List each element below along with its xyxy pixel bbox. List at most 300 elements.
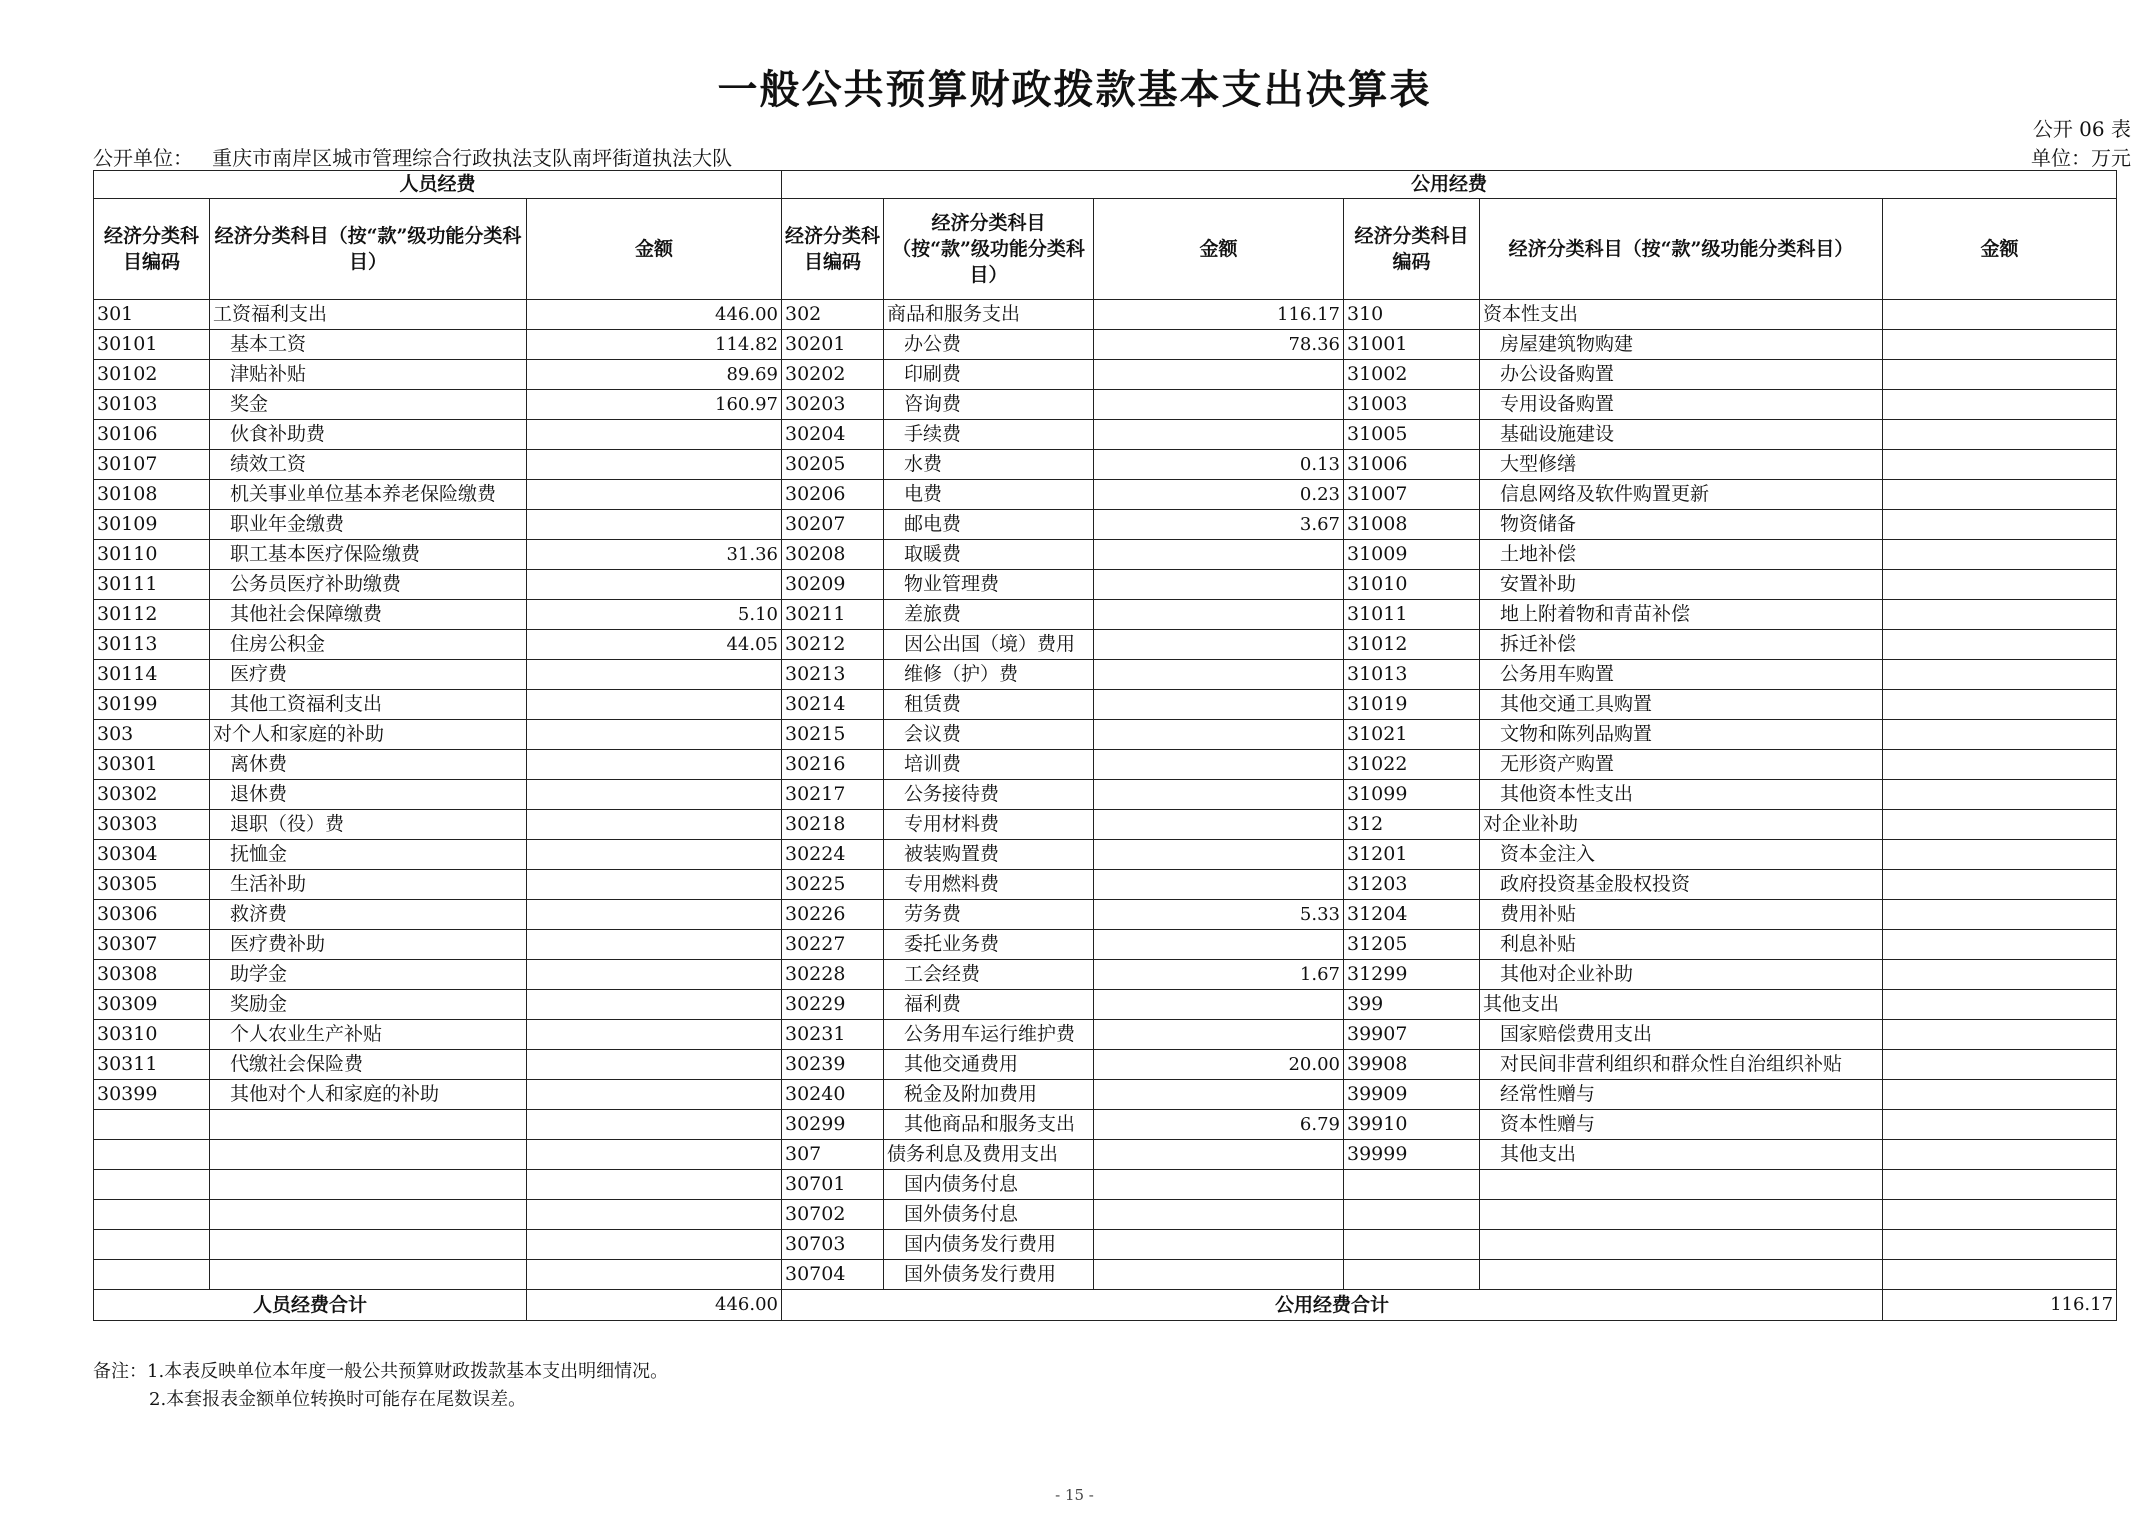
cell-public-amount: 78.36 bbox=[1094, 330, 1344, 360]
cell-public-amount: 0.23 bbox=[1094, 480, 1344, 510]
cell-personnel-name: 奖励金 bbox=[210, 990, 527, 1020]
cell-capital-amount bbox=[1883, 1110, 2117, 1140]
cell-personnel-name bbox=[210, 1170, 527, 1200]
reporting-unit-name: 重庆市南岸区城市管理综合行政执法支队南坪街道执法大队 bbox=[212, 146, 733, 170]
cell-public-amount: 5.33 bbox=[1094, 900, 1344, 930]
table-row bbox=[94, 870, 2117, 900]
cell-public-name: 差旅费 bbox=[884, 600, 1094, 630]
cell-capital-code: 39999 bbox=[1344, 1140, 1480, 1170]
cell-personnel-amount bbox=[527, 960, 782, 990]
cell-public-name: 培训费 bbox=[884, 750, 1094, 780]
cell-capital-code: 31002 bbox=[1344, 360, 1480, 390]
cell-public-code: 30701 bbox=[782, 1170, 884, 1200]
cell-personnel-name bbox=[210, 1110, 527, 1140]
cell-public-amount bbox=[1094, 930, 1344, 960]
cell-capital-name: 办公设备购置 bbox=[1480, 360, 1883, 390]
cell-public-name: 国外债务付息 bbox=[884, 1200, 1094, 1230]
cell-public-amount bbox=[1094, 1020, 1344, 1050]
totals-row bbox=[94, 1290, 2117, 1321]
cell-personnel-name bbox=[210, 1260, 527, 1290]
cell-capital-name: 无形资产购置 bbox=[1480, 750, 1883, 780]
cell-personnel-code: 30111 bbox=[94, 570, 210, 600]
cell-capital-code: 31022 bbox=[1344, 750, 1480, 780]
cell-capital-amount bbox=[1883, 870, 2117, 900]
cell-personnel-name: 伙食补助费 bbox=[210, 420, 527, 450]
cell-personnel-code: 30301 bbox=[94, 750, 210, 780]
cell-public-code: 302 bbox=[782, 300, 884, 330]
cell-public-code: 30214 bbox=[782, 690, 884, 720]
cell-public-amount bbox=[1094, 630, 1344, 660]
cell-capital-name: 资本性赠与 bbox=[1480, 1110, 1883, 1140]
cell-personnel-name: 津贴补贴 bbox=[210, 360, 527, 390]
cell-public-code: 30212 bbox=[782, 630, 884, 660]
cell-personnel-amount: 160.97 bbox=[527, 390, 782, 420]
cell-capital-code: 31008 bbox=[1344, 510, 1480, 540]
cell-personnel-name: 医疗费 bbox=[210, 660, 527, 690]
cell-public-amount bbox=[1094, 660, 1344, 690]
note-1: 备注：1.本表反映单位本年度一般公共预算财政拨款基本支出明细情况。 bbox=[93, 1361, 669, 1382]
currency-unit: 单位：万元 bbox=[2031, 146, 2131, 170]
cell-capital-code: 31006 bbox=[1344, 450, 1480, 480]
cell-personnel-amount bbox=[527, 510, 782, 540]
cell-public-name: 会议费 bbox=[884, 720, 1094, 750]
cell-capital-name bbox=[1480, 1170, 1883, 1200]
table-row bbox=[94, 570, 2117, 600]
header-personnel-name: 经济分类科目（按“款”级功能分类科目） bbox=[210, 199, 527, 300]
cell-public-name: 水费 bbox=[884, 450, 1094, 480]
cell-public-amount bbox=[1094, 990, 1344, 1020]
table-row bbox=[94, 840, 2117, 870]
cell-personnel-amount bbox=[527, 750, 782, 780]
cell-personnel-name: 医疗费补助 bbox=[210, 930, 527, 960]
cell-capital-amount bbox=[1883, 330, 2117, 360]
cell-public-amount: 3.67 bbox=[1094, 510, 1344, 540]
cell-personnel-amount bbox=[527, 870, 782, 900]
cell-capital-code: 39910 bbox=[1344, 1110, 1480, 1140]
cell-personnel-amount bbox=[527, 810, 782, 840]
cell-capital-name: 安置补助 bbox=[1480, 570, 1883, 600]
cell-capital-code: 39909 bbox=[1344, 1080, 1480, 1110]
cell-public-code: 30231 bbox=[782, 1020, 884, 1050]
cell-capital-amount bbox=[1883, 570, 2117, 600]
header-capital-amount: 金额 bbox=[1883, 199, 2117, 300]
cell-capital-code: 31299 bbox=[1344, 960, 1480, 990]
table-row bbox=[94, 690, 2117, 720]
cell-public-code: 30229 bbox=[782, 990, 884, 1020]
cell-public-name: 债务利息及费用支出 bbox=[884, 1140, 1094, 1170]
cell-personnel-code: 30309 bbox=[94, 990, 210, 1020]
cell-personnel-amount: 44.05 bbox=[527, 630, 782, 660]
cell-capital-code: 31010 bbox=[1344, 570, 1480, 600]
cell-public-amount bbox=[1094, 570, 1344, 600]
cell-personnel-amount bbox=[527, 930, 782, 960]
cell-public-amount: 1.67 bbox=[1094, 960, 1344, 990]
cell-public-name: 专用材料费 bbox=[884, 810, 1094, 840]
header-personnel-amount: 金额 bbox=[527, 199, 782, 300]
cell-capital-amount bbox=[1883, 420, 2117, 450]
cell-personnel-amount bbox=[527, 1080, 782, 1110]
cell-personnel-code bbox=[94, 1200, 210, 1230]
table-row bbox=[94, 600, 2117, 630]
cell-personnel-amount bbox=[527, 1170, 782, 1200]
cell-capital-name: 利息补贴 bbox=[1480, 930, 1883, 960]
cell-personnel-code: 30114 bbox=[94, 660, 210, 690]
cell-capital-code: 31019 bbox=[1344, 690, 1480, 720]
cell-personnel-amount bbox=[527, 480, 782, 510]
cell-public-code: 30218 bbox=[782, 810, 884, 840]
notes bbox=[93, 1358, 668, 1414]
cell-personnel-code: 30305 bbox=[94, 870, 210, 900]
cell-public-code: 30703 bbox=[782, 1230, 884, 1260]
cell-personnel-code: 30110 bbox=[94, 540, 210, 570]
cell-personnel-code bbox=[94, 1170, 210, 1200]
cell-capital-code: 31012 bbox=[1344, 630, 1480, 660]
cell-public-code: 30202 bbox=[782, 360, 884, 390]
cell-personnel-code: 30108 bbox=[94, 480, 210, 510]
cell-public-name: 手续费 bbox=[884, 420, 1094, 450]
cell-capital-name: 经常性赠与 bbox=[1480, 1080, 1883, 1110]
cell-public-amount bbox=[1094, 1200, 1344, 1230]
cell-public-code: 30211 bbox=[782, 600, 884, 630]
cell-personnel-amount bbox=[527, 900, 782, 930]
cell-public-code: 30240 bbox=[782, 1080, 884, 1110]
cell-public-name: 物业管理费 bbox=[884, 570, 1094, 600]
table-row bbox=[94, 450, 2117, 480]
cell-public-name: 国外债务发行费用 bbox=[884, 1260, 1094, 1290]
cell-personnel-name: 职业年金缴费 bbox=[210, 510, 527, 540]
page-title: 一般公共预算财政拨款基本支出决算表 bbox=[717, 67, 1432, 113]
table-row bbox=[94, 930, 2117, 960]
cell-public-name: 工会经费 bbox=[884, 960, 1094, 990]
note-2: 2.本套报表金额单位转换时可能存在尾数误差。 bbox=[149, 1389, 527, 1410]
cell-public-name: 被装购置费 bbox=[884, 840, 1094, 870]
cell-capital-name: 费用补贴 bbox=[1480, 900, 1883, 930]
cell-personnel-name bbox=[210, 1140, 527, 1170]
cell-personnel-code: 301 bbox=[94, 300, 210, 330]
cell-personnel-name: 绩效工资 bbox=[210, 450, 527, 480]
cell-public-code: 30217 bbox=[782, 780, 884, 810]
cell-personnel-amount: 114.82 bbox=[527, 330, 782, 360]
cell-personnel-amount bbox=[527, 780, 782, 810]
cell-capital-amount bbox=[1883, 1020, 2117, 1050]
cell-capital-amount bbox=[1883, 1200, 2117, 1230]
cell-personnel-name: 公务员医疗补助缴费 bbox=[210, 570, 527, 600]
cell-capital-name: 其他交通工具购置 bbox=[1480, 690, 1883, 720]
cell-public-code: 30213 bbox=[782, 660, 884, 690]
cell-public-code: 30702 bbox=[782, 1200, 884, 1230]
cell-public-code: 30225 bbox=[782, 870, 884, 900]
cell-capital-name: 其他支出 bbox=[1480, 1140, 1883, 1170]
cell-capital-code: 31204 bbox=[1344, 900, 1480, 930]
table-row bbox=[94, 540, 2117, 570]
cell-capital-code: 31021 bbox=[1344, 720, 1480, 750]
table-row bbox=[94, 1140, 2117, 1170]
table-row bbox=[94, 1260, 2117, 1290]
cell-capital-name: 其他资本性支出 bbox=[1480, 780, 1883, 810]
cell-personnel-name: 离休费 bbox=[210, 750, 527, 780]
cell-public-name: 国内债务付息 bbox=[884, 1170, 1094, 1200]
cell-personnel-code: 30107 bbox=[94, 450, 210, 480]
cell-personnel-code: 30307 bbox=[94, 930, 210, 960]
cell-personnel-code bbox=[94, 1110, 210, 1140]
cell-capital-amount bbox=[1883, 960, 2117, 990]
cell-personnel-code: 30310 bbox=[94, 1020, 210, 1050]
cell-public-name: 租赁费 bbox=[884, 690, 1094, 720]
cell-capital-code: 31203 bbox=[1344, 870, 1480, 900]
cell-capital-amount bbox=[1883, 540, 2117, 570]
cell-public-amount bbox=[1094, 1230, 1344, 1260]
table-row bbox=[94, 630, 2117, 660]
cell-public-amount bbox=[1094, 840, 1344, 870]
cell-public-name: 委托业务费 bbox=[884, 930, 1094, 960]
cell-personnel-amount bbox=[527, 450, 782, 480]
cell-public-code: 30203 bbox=[782, 390, 884, 420]
cell-capital-amount bbox=[1883, 1170, 2117, 1200]
cell-capital-name: 大型修缮 bbox=[1480, 450, 1883, 480]
cell-capital-name: 房屋建筑物购建 bbox=[1480, 330, 1883, 360]
cell-capital-code: 39908 bbox=[1344, 1050, 1480, 1080]
reporting-unit bbox=[93, 142, 732, 171]
cell-capital-name: 信息网络及软件购置更新 bbox=[1480, 480, 1883, 510]
cell-personnel-code: 30399 bbox=[94, 1080, 210, 1110]
cell-public-name: 办公费 bbox=[884, 330, 1094, 360]
table-row bbox=[94, 720, 2117, 750]
cell-personnel-code: 30103 bbox=[94, 390, 210, 420]
cell-public-code: 30239 bbox=[782, 1050, 884, 1080]
cell-public-name: 劳务费 bbox=[884, 900, 1094, 930]
table-row bbox=[94, 1170, 2117, 1200]
cell-personnel-amount bbox=[527, 570, 782, 600]
cell-public-name: 商品和服务支出 bbox=[884, 300, 1094, 330]
cell-capital-amount bbox=[1883, 990, 2117, 1020]
cell-capital-amount bbox=[1883, 1230, 2117, 1260]
cell-personnel-code: 30101 bbox=[94, 330, 210, 360]
table-row bbox=[94, 390, 2117, 420]
public-total-amount: 116.17 bbox=[1883, 1290, 2117, 1321]
cell-public-amount bbox=[1094, 360, 1344, 390]
header-public-name: 经济分类科目（按“款”级功能分类科目） bbox=[884, 199, 1094, 300]
cell-personnel-name: 其他社会保障缴费 bbox=[210, 600, 527, 630]
cell-personnel-amount bbox=[527, 1050, 782, 1080]
cell-personnel-name: 其他工资福利支出 bbox=[210, 690, 527, 720]
cell-personnel-name: 机关事业单位基本养老保险缴费 bbox=[210, 480, 527, 510]
cell-personnel-name: 奖金 bbox=[210, 390, 527, 420]
header-capital-name: 经济分类科目（按“款”级功能分类科目） bbox=[1480, 199, 1883, 300]
table-row bbox=[94, 810, 2117, 840]
cell-personnel-amount bbox=[527, 1260, 782, 1290]
cell-personnel-name: 救济费 bbox=[210, 900, 527, 930]
cell-capital-amount bbox=[1883, 600, 2117, 630]
cell-public-amount bbox=[1094, 600, 1344, 630]
cell-capital-code: 31009 bbox=[1344, 540, 1480, 570]
cell-public-name: 其他商品和服务支出 bbox=[884, 1110, 1094, 1140]
cell-personnel-code: 30302 bbox=[94, 780, 210, 810]
cell-capital-code: 31011 bbox=[1344, 600, 1480, 630]
cell-public-amount bbox=[1094, 720, 1344, 750]
cell-public-code: 30201 bbox=[782, 330, 884, 360]
cell-public-name: 电费 bbox=[884, 480, 1094, 510]
cell-personnel-amount: 446.00 bbox=[527, 300, 782, 330]
cell-public-amount bbox=[1094, 810, 1344, 840]
table-row bbox=[94, 1110, 2117, 1140]
cell-personnel-name bbox=[210, 1200, 527, 1230]
personnel-total-amount: 446.00 bbox=[527, 1290, 782, 1321]
cell-personnel-code: 30303 bbox=[94, 810, 210, 840]
cell-public-amount bbox=[1094, 780, 1344, 810]
table-row bbox=[94, 900, 2117, 930]
cell-personnel-name: 职工基本医疗保险缴费 bbox=[210, 540, 527, 570]
cell-capital-code: 31001 bbox=[1344, 330, 1480, 360]
cell-capital-amount bbox=[1883, 930, 2117, 960]
cell-public-code: 30299 bbox=[782, 1110, 884, 1140]
cell-capital-name: 政府投资基金股权投资 bbox=[1480, 870, 1883, 900]
cell-public-name: 印刷费 bbox=[884, 360, 1094, 390]
cell-public-amount: 20.00 bbox=[1094, 1050, 1344, 1080]
cell-capital-amount bbox=[1883, 720, 2117, 750]
table-row bbox=[94, 420, 2117, 450]
cell-personnel-code: 30306 bbox=[94, 900, 210, 930]
cell-public-code: 30216 bbox=[782, 750, 884, 780]
table-row bbox=[94, 300, 2117, 330]
table-row bbox=[94, 1200, 2117, 1230]
cell-capital-name: 其他支出 bbox=[1480, 990, 1883, 1020]
cell-capital-code: 31007 bbox=[1344, 480, 1480, 510]
cell-personnel-code: 30311 bbox=[94, 1050, 210, 1080]
header-public-amount: 金额 bbox=[1094, 199, 1344, 300]
cell-capital-amount bbox=[1883, 810, 2117, 840]
table-row bbox=[94, 1230, 2117, 1260]
cell-personnel-code: 30308 bbox=[94, 960, 210, 990]
reporting-unit-label: 公开单位： bbox=[93, 146, 193, 170]
column-header-row bbox=[94, 199, 2117, 300]
cell-capital-name: 地上附着物和青苗补偿 bbox=[1480, 600, 1883, 630]
cell-personnel-code bbox=[94, 1230, 210, 1260]
cell-capital-name: 文物和陈列品购置 bbox=[1480, 720, 1883, 750]
cell-public-amount bbox=[1094, 690, 1344, 720]
band-row bbox=[94, 171, 2117, 199]
cell-personnel-name: 个人农业生产补贴 bbox=[210, 1020, 527, 1050]
cell-capital-code: 312 bbox=[1344, 810, 1480, 840]
expenditure-table bbox=[93, 170, 2117, 1321]
cell-personnel-name: 住房公积金 bbox=[210, 630, 527, 660]
cell-personnel-code: 30199 bbox=[94, 690, 210, 720]
cell-personnel-name: 对个人和家庭的补助 bbox=[210, 720, 527, 750]
table-row bbox=[94, 1080, 2117, 1110]
cell-capital-name: 资本性支出 bbox=[1480, 300, 1883, 330]
cell-public-code: 30204 bbox=[782, 420, 884, 450]
cell-public-amount bbox=[1094, 1140, 1344, 1170]
cell-personnel-name: 其他对个人和家庭的补助 bbox=[210, 1080, 527, 1110]
cell-public-amount: 6.79 bbox=[1094, 1110, 1344, 1140]
cell-public-code: 30205 bbox=[782, 450, 884, 480]
cell-public-name: 取暖费 bbox=[884, 540, 1094, 570]
cell-capital-name: 物资储备 bbox=[1480, 510, 1883, 540]
cell-capital-amount bbox=[1883, 900, 2117, 930]
cell-capital-code: 31003 bbox=[1344, 390, 1480, 420]
public-total-label: 公用经费合计 bbox=[782, 1290, 1883, 1321]
cell-personnel-code: 30304 bbox=[94, 840, 210, 870]
cell-personnel-name: 工资福利支出 bbox=[210, 300, 527, 330]
cell-capital-name: 公务用车购置 bbox=[1480, 660, 1883, 690]
cell-capital-code: 31099 bbox=[1344, 780, 1480, 810]
cell-capital-code: 31013 bbox=[1344, 660, 1480, 690]
table-row bbox=[94, 480, 2117, 510]
cell-capital-amount bbox=[1883, 390, 2117, 420]
cell-public-name: 维修（护）费 bbox=[884, 660, 1094, 690]
cell-public-amount bbox=[1094, 1260, 1344, 1290]
cell-capital-amount bbox=[1883, 1050, 2117, 1080]
cell-personnel-amount bbox=[527, 1110, 782, 1140]
cell-public-code: 30227 bbox=[782, 930, 884, 960]
cell-public-code: 30209 bbox=[782, 570, 884, 600]
table-row bbox=[94, 990, 2117, 1020]
cell-public-name: 福利费 bbox=[884, 990, 1094, 1020]
cell-personnel-amount bbox=[527, 840, 782, 870]
cell-public-code: 30206 bbox=[782, 480, 884, 510]
cell-public-amount bbox=[1094, 420, 1344, 450]
cell-personnel-code: 30109 bbox=[94, 510, 210, 540]
cell-personnel-name: 退职（役）费 bbox=[210, 810, 527, 840]
cell-personnel-amount: 31.36 bbox=[527, 540, 782, 570]
cell-public-name: 专用燃料费 bbox=[884, 870, 1094, 900]
cell-capital-name: 基础设施建设 bbox=[1480, 420, 1883, 450]
cell-capital-amount bbox=[1883, 840, 2117, 870]
cell-personnel-name: 退休费 bbox=[210, 780, 527, 810]
cell-public-amount bbox=[1094, 1170, 1344, 1200]
cell-capital-amount bbox=[1883, 480, 2117, 510]
cell-public-name: 公务接待费 bbox=[884, 780, 1094, 810]
cell-capital-amount bbox=[1883, 1080, 2117, 1110]
header-public-code: 经济分类科目编码 bbox=[782, 199, 884, 300]
cell-public-code: 30704 bbox=[782, 1260, 884, 1290]
table-row bbox=[94, 780, 2117, 810]
cell-public-name: 咨询费 bbox=[884, 390, 1094, 420]
cell-public-amount bbox=[1094, 390, 1344, 420]
cell-capital-name: 专用设备购置 bbox=[1480, 390, 1883, 420]
cell-personnel-code bbox=[94, 1140, 210, 1170]
cell-personnel-code: 30113 bbox=[94, 630, 210, 660]
cell-capital-code bbox=[1344, 1260, 1480, 1290]
cell-personnel-name: 生活补助 bbox=[210, 870, 527, 900]
cell-capital-code: 31201 bbox=[1344, 840, 1480, 870]
cell-capital-name: 其他对企业补助 bbox=[1480, 960, 1883, 990]
cell-capital-amount bbox=[1883, 450, 2117, 480]
cell-public-code: 30207 bbox=[782, 510, 884, 540]
cell-capital-code: 310 bbox=[1344, 300, 1480, 330]
form-number: 公开 06 表 bbox=[2032, 117, 2131, 141]
cell-public-name: 公务用车运行维护费 bbox=[884, 1020, 1094, 1050]
cell-public-name: 邮电费 bbox=[884, 510, 1094, 540]
cell-public-amount: 116.17 bbox=[1094, 300, 1344, 330]
band-personnel: 人员经费 bbox=[94, 171, 782, 199]
cell-public-name: 因公出国（境）费用 bbox=[884, 630, 1094, 660]
cell-capital-amount bbox=[1883, 750, 2117, 780]
cell-public-code: 30215 bbox=[782, 720, 884, 750]
cell-public-code: 30228 bbox=[782, 960, 884, 990]
table-row bbox=[94, 330, 2117, 360]
cell-public-code: 30224 bbox=[782, 840, 884, 870]
cell-capital-amount bbox=[1883, 510, 2117, 540]
cell-public-code: 307 bbox=[782, 1140, 884, 1170]
cell-public-amount: 0.13 bbox=[1094, 450, 1344, 480]
cell-personnel-amount bbox=[527, 1230, 782, 1260]
cell-personnel-name: 助学金 bbox=[210, 960, 527, 990]
cell-capital-code: 399 bbox=[1344, 990, 1480, 1020]
cell-personnel-amount bbox=[527, 1200, 782, 1230]
cell-capital-amount bbox=[1883, 660, 2117, 690]
table-row bbox=[94, 360, 2117, 390]
cell-capital-name bbox=[1480, 1260, 1883, 1290]
